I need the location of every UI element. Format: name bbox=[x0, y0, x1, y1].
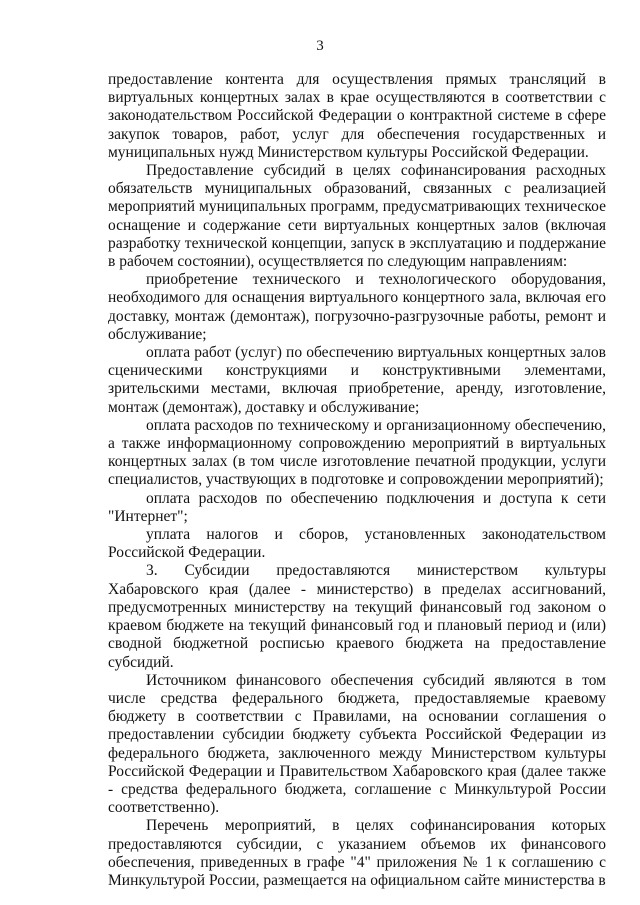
paragraph-technical-support: оплата расходов по техническому и организационному обеспечению, а также информационному сопровождению мероприятий в виртуальных концертных залах (в том числе изготовление печатной продукции, услуги специалистов, участвующих в подготовке и сопровождении мероприятий); bbox=[108, 416, 606, 489]
paragraph-section-3: 3. Субсидии предоставляются министерством культуры Хабаровского края (далее - министерство) в пределах ассигнований, предусмотренных министерству на текущий финансовый год законом о краевом бюджете на текущий финансовый год и плановый период и (или) сводной бюджетной росписью краевого бюджета на предоставление субсидий. bbox=[108, 562, 606, 671]
paragraph-funding-source: Источником финансового обеспечения субсидий являются в том числе средства федерального бюджета, предоставляемые краевому бюджету в соответствии с Правилами, на основании соглашения о предоставлении субсидии бюджету субъекта Российской Федерации из федерального бюджета, заключенного между Министерством культуры Российской Федерации и Правительством Хабаровского края (далее также - средства федерального бюджета, соглашение с Минкультурой России соответственно). bbox=[108, 671, 606, 817]
paragraph-internet: оплата расходов по обеспечению подключения и доступа к сети "Интернет"; bbox=[108, 489, 606, 525]
paragraph-events-list: Перечень мероприятий, в целях софинансирования которых предоставляются субсидии, с указанием объемов их финансового обеспечения, приведенных в графе "4" приложения № 1 к соглашению с Минкультурой России, размещается на официальном сайте министерства в bbox=[108, 817, 606, 889]
paragraph-continuation: предоставление контента для осуществления прямых трансляций в виртуальных концертных залах в крае осуществляются в соответствии с законодательством Российской Федерации о контрактной системе в сфере закупок товаров, работ, услуг для обеспечения государственных и муниципальных нужд Министерством культуры Российской Федерации. bbox=[108, 71, 606, 161]
paragraph-stage-constructions: оплата работ (услуг) по обеспечению виртуальных концертных залов сценическими конструкциями и конструктивными элементами, зрительскими местами, включая приобретение, аренду, изготовление, монтаж (демонтаж), доставку и обслуживание; bbox=[108, 344, 606, 416]
paragraph-taxes: уплата налогов и сборов, установленных законодательством Российской Федерации. bbox=[108, 526, 606, 562]
document-body bbox=[108, 71, 606, 890]
paragraph-subsidy-directions: Предоставление субсидий в целях софинансирования расходных обязательств муниципальных образований, связанных с реализацией мероприятий муниципальных программ, предусматривающих техническое оснащение и содержание сети виртуальных концертных залов (включая разработку технической концепции, запуск в эксплуатацию и поддержание в рабочем состоянии), осуществляется по следующим направлениям: bbox=[108, 162, 606, 271]
page-number: 3 bbox=[316, 38, 324, 54]
paragraph-equipment: приобретение технического и технологического оборудования, необходимого для оснащения виртуального концертного зала, включая его доставку, монтаж (демонтаж), погрузочно-разгрузочные работы, ремонт и обслуживание; bbox=[108, 271, 606, 343]
